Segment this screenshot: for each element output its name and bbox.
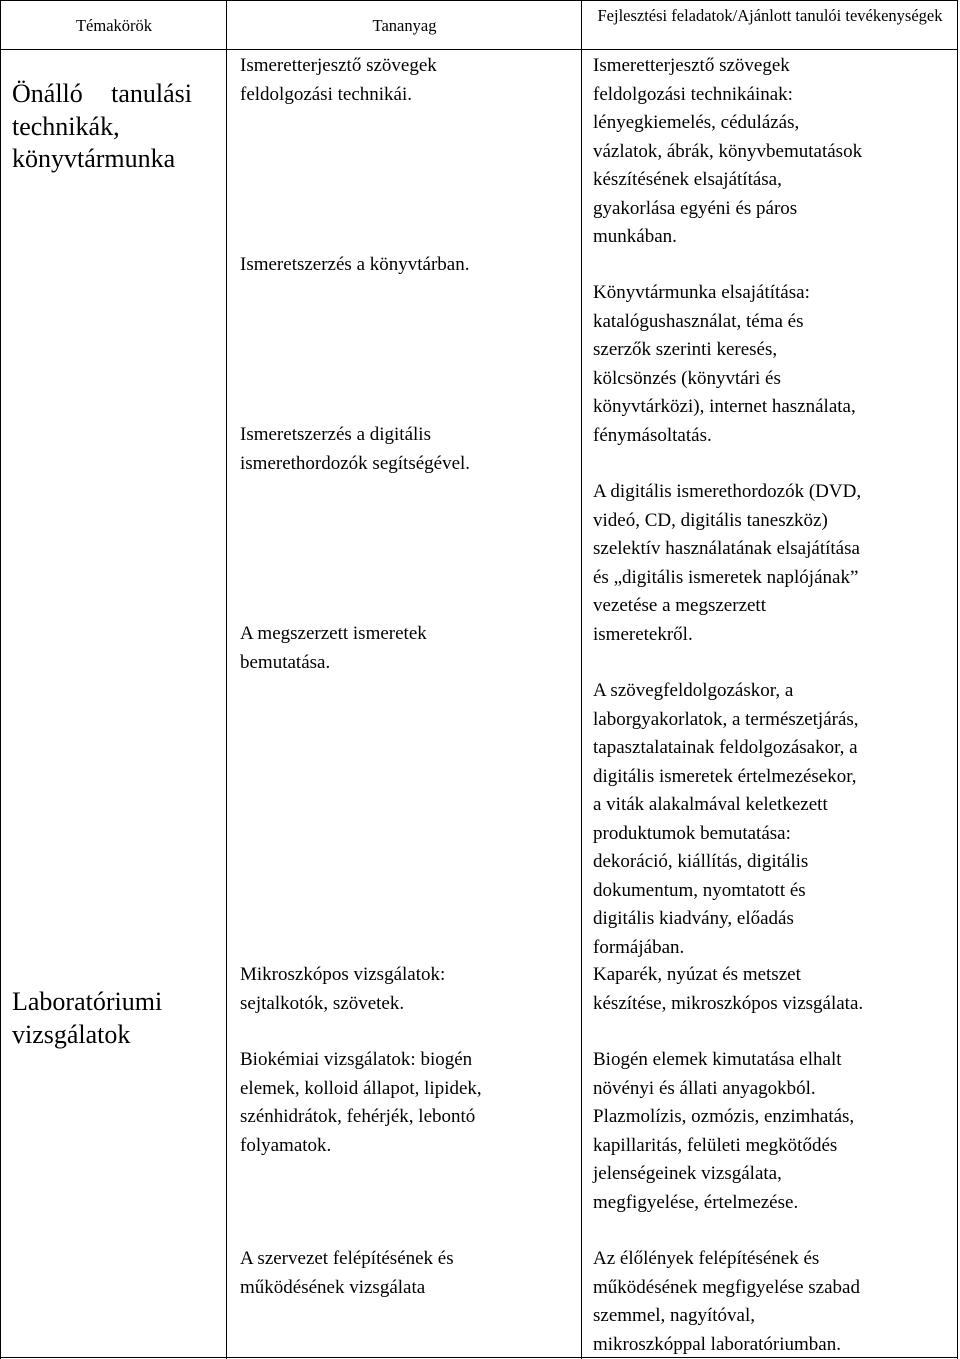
activity-item: Kaparék, nyúzat és metszet készítése, mikroszkópos vizsgálata. (593, 964, 864, 1014)
topic-cell: Önálló tanulási technikák, könyvtármunka (12, 79, 192, 173)
header-activities: Fejlesztési feladatok/Ajánlott tanulói tevékenységek (597, 6, 943, 25)
activity-item: A szövegfeldolgozáskor, a laborgyakorlatok, a természetjárás, tapasztalatainak feldolgozásakor, a digitális ismeretek értelmezésekor, a viták alakalmával keletkezett produktumok bemutatása: dekoráció, kiállítás, digitális dokumentum, nyomtatott és digitális kiadvány, előadás formájában. (593, 680, 859, 958)
material-item: A megszerzett ismeretek bemutatása. (240, 623, 427, 673)
table-border-top (0, 0, 958, 1)
column-divider-1 (226, 0, 227, 1359)
header-topics: Témakörök (75, 16, 153, 35)
material-item: Ismeretszerzés a digitális ismerethordozók segítségével. (240, 424, 471, 474)
activity-item: Ismeretterjesztő szövegek feldolgozási technikáinak: lényegkiemelés, cédulázás, vázlatok, ábrák, könyvbemutatások készítésének elsajátítása, gyakorlása egyéni és páros munkában. (593, 55, 863, 247)
activity-item: Biogén elemek kimutatása elhalt növényi és állati anyagokból. Plazmolízis, ozmózis, enzimhatás, kapillaritás, felületi megkötődés jelenségeinek vizsgálata, megfigyelése, értelmezése. (593, 1049, 855, 1213)
activity-item: Az élőlények felépítésének és működésének megfigyelése szabad szemmel, nagyítóval, mikroszkóppal laboratóriumban. (593, 1248, 860, 1355)
material-item: Mikroszkópos vizsgálatok: sejtalkotók, szövetek. (240, 964, 446, 1014)
header-materials: Tananyag (372, 16, 437, 35)
material-item: A szervezet felépítésének és működésének vizsgálata (240, 1248, 454, 1298)
material-item: Biokémiai vizsgálatok: biogén elemek, kolloid állapot, lipidek, szénhidrátok, fehérjék, lebontó folyamatok. (240, 1049, 482, 1156)
table-border-right (957, 0, 958, 1359)
activity-item: Könyvtármunka elsajátítása: katalógushasználat, téma és szerzők szerinti keresés, kölcsönzés (könyvtári és könyvtárközi), internet használata, fénymásoltatás. (593, 282, 856, 446)
table-border-left (0, 0, 1, 1359)
header-divider (0, 49, 958, 50)
activity-item: A digitális ismerethordozók (DVD, videó, CD, digitális taneszköz) szelektív használatának elsajátítása és „digitális ismeretek naplójának” vezetése a megszerzett ismeretekről. (593, 481, 862, 645)
column-divider-2 (581, 0, 582, 1359)
material-item: Ismeretterjesztő szövegek feldolgozási technikái. (240, 55, 437, 105)
material-item: Ismeretszerzés a könyvtárban. (240, 254, 470, 275)
topic-cell: Laboratóriumi vizsgálatok (12, 987, 163, 1049)
